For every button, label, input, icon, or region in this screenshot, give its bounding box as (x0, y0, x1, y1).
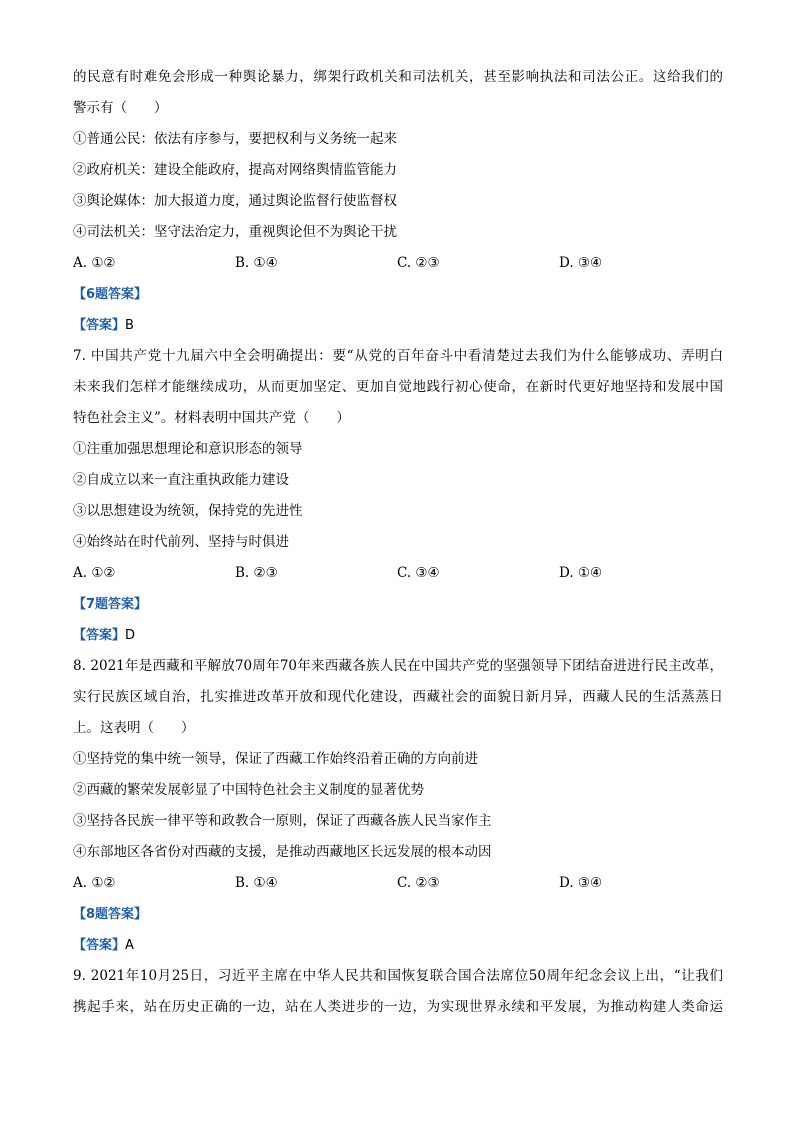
question-8 (73, 651, 723, 961)
q6-answer-header: 【6题答案】 (73, 287, 148, 302)
q8-option-a: A. ①② (73, 875, 116, 891)
q7-answer-label: 【答案】 (73, 628, 126, 643)
q7-statement-2: ②自成立以来一直注重执政能力建设 (73, 472, 289, 488)
q6-option-d: D. ③④ (559, 255, 603, 271)
q6-statement-4: ④司法机关：坚守法治定力，重视舆论但不为舆论干扰 (73, 224, 397, 240)
q8-stem-line-1: 8. 2021年是西藏和平解放70周年70年来西藏各族人民在中国共产党的坚强领导下团结奋进进行民主改革， (73, 658, 723, 674)
q8-option-b: B. ①④ (235, 875, 278, 891)
q7-option-b: B. ②③ (235, 565, 278, 581)
q6-answer (73, 310, 723, 341)
q7-stem-line-1: 7. 中国共产党十九届六中全会明确提出：要“从党的百年奋斗中看清楚过去我们为什么能够成功、弄明白 (73, 348, 723, 364)
q7-options (73, 558, 723, 589)
q8-stem-line-3: 上。这表明（ ） (73, 720, 195, 736)
q8-stem-line-2: 实行民族区域自治，扎实推进改革开放和现代化建设，西藏社会的面貌日新月异，西藏人民的生活蒸蒸日 (73, 689, 723, 705)
question-7 (73, 341, 723, 651)
q7-answer-header: 【7题答案】 (73, 597, 148, 612)
q6-options (73, 248, 723, 279)
q7-stem-line-2: 未来我们怎样才能继续成功，从而更加坚定、更加自觉地践行初心使命，在新时代更好地坚持和发展中国 (73, 379, 723, 395)
q7-statement-4: ④始终站在时代前列、坚持与时俱进 (73, 534, 289, 550)
q6-answer-value: B (125, 318, 134, 333)
q6-option-b: B. ①④ (235, 255, 278, 271)
q8-statement-1: ①坚持党的集中统一领导，保证了西藏工作始终沿着正确的方向前进 (73, 751, 478, 767)
q8-option-c: C. ②③ (397, 875, 440, 891)
q7-statement-3: ③以思想建设为统领，保持党的先进性 (73, 503, 303, 519)
q7-option-a: A. ①② (73, 565, 116, 581)
q8-statement-3: ③坚持各民族一律平等和政教合一原则，保证了西藏各族人民当家作主 (73, 813, 492, 829)
q6-option-c: C. ②③ (397, 255, 440, 271)
q8-answer-header: 【8题答案】 (73, 907, 148, 922)
q6-answer-label: 【答案】 (73, 318, 126, 333)
question-6 (73, 62, 723, 341)
q8-statement-2: ②西藏的繁荣发展彰显了中国特色社会主义制度的显著优势 (73, 782, 424, 798)
q6-statement-3: ③舆论媒体：加大报道力度，通过舆论监督行使监督权 (73, 193, 397, 209)
q8-answer-label: 【答案】 (73, 938, 126, 953)
q6-stem-line-2: 警示有（ ） (73, 100, 168, 116)
q6-statement-2: ②政府机关：建设全能政府，提高对网络舆情监管能力 (73, 162, 397, 178)
q8-answer-value: A (125, 938, 134, 953)
q7-option-c: C. ③④ (397, 565, 440, 581)
q8-options (73, 868, 723, 899)
q6-statement-1: ①普通公民：依法有序参与，要把权利与义务统一起来 (73, 131, 397, 147)
q6-option-a: A. ①② (73, 255, 116, 271)
q7-answer (73, 620, 723, 651)
q8-answer (73, 930, 723, 961)
q6-stem-line-1: 的民意有时难免会形成一种舆论暴力，绑架行政机关和司法机关，甚至影响执法和司法公正。这给我们的 (73, 69, 723, 85)
q7-stem-line-3: 特色社会主义”。材料表明中国共产党（ ） (73, 410, 350, 426)
q9-stem-line-1: 9. 2021年10月25日，习近平主席在中华人民共和国恢复联合国合法席位50周年纪念会议上出，“让我们 (73, 968, 723, 984)
q7-option-d: D. ①④ (559, 565, 603, 581)
q8-option-d: D. ③④ (559, 875, 603, 891)
q7-answer-value: D (125, 628, 136, 643)
q7-statement-1: ①注重加强思想理论和意识形态的领导 (73, 441, 303, 457)
q9-stem-line-2: 携起手来，站在历史正确的一边，站在人类进步的一边，为实现世界永续和平发展，为推动构建人类命运 (73, 999, 723, 1015)
q8-statement-4: ④东部地区各省份对西藏的支援，是推动西藏地区长远发展的根本动因 (73, 844, 492, 860)
exam-page (73, 62, 723, 1023)
question-9 (73, 961, 723, 1023)
